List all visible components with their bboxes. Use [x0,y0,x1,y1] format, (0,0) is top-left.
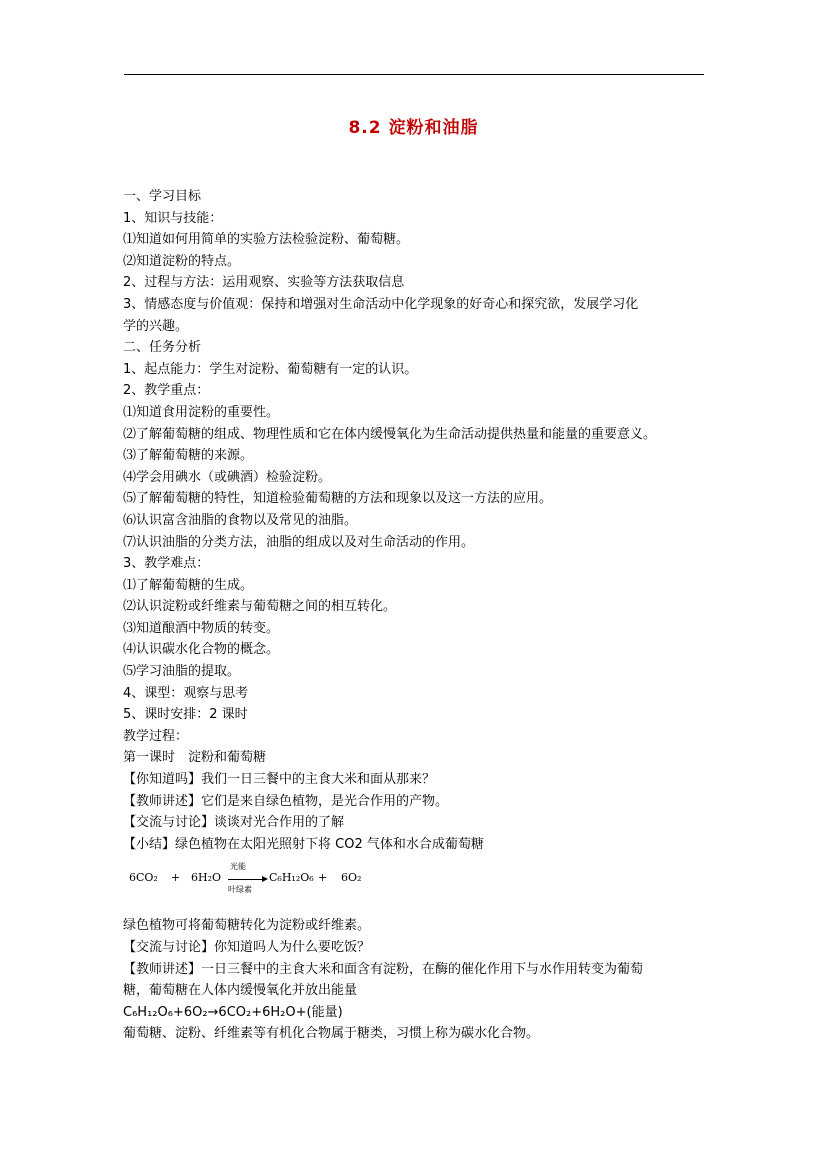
text-line: ⑵了解葡萄糖的组成、物理性质和它在体内缓慢氧化为生命活动提供热量和能量的重要意义。 [123,426,657,442]
text-line: 1、知识与技能： [123,210,223,226]
text-line: 葡萄糖、淀粉、纤维素等有机化合物属于糖类，习惯上称为碳水化合物。 [123,1026,540,1042]
text-line: ⑶知道酿酒中物质的转变。 [123,620,280,636]
equation-condition-light: 光能 [230,862,246,872]
equation-reactant-co2: 6CO₂ [129,871,158,885]
text-line: ⑸了解葡萄糖的特性，知道检验葡萄糖的方法和现象以及这一方法的应用。 [123,491,553,507]
text-line: 3、教学难点： [123,556,210,572]
text-line: ⑵知道淀粉的特点。 [123,253,241,269]
text-line: ⑷认识碳水化合物的概念。 [123,642,280,658]
text-line: 教学过程： [123,728,189,744]
text-line: ⑵认识淀粉或纤维素与葡萄糖之间的相互转化。 [123,599,397,615]
text-line: 一、学习目标 [123,189,202,204]
equation-plus: + [318,871,328,885]
text-line: 3、情感态度与价值观：保持和增强对生命活动中化学现象的好奇心和探究欲，发展学习化 [123,296,639,312]
equation-condition-chlorophyll: 叶绿素 [228,885,252,895]
text-line: 第一课时 淀粉和葡萄糖 [123,750,267,766]
document-body [123,186,723,1045]
equation-plus: + [171,871,181,885]
text-line: 【交流与讨论】你知道吗人为什么要吃饭？ [123,940,371,955]
equation-product-oxygen: 6O₂ [341,871,362,885]
text-line: 4、课型：观察与思考 [123,685,249,701]
text-line: 【交流与讨论】谈谈对光合作用的了解 [123,815,345,831]
oxidation-formula: C₆H₁₂O₆+6O₂→6CO₂+6H₂O+(能量) [123,1004,343,1020]
text-line: 学的兴趣。 [123,318,189,334]
text-line: ⑹认识富含油脂的食物以及常见的油脂。 [123,512,358,528]
text-line: ⑺认识油脂的分类方法，油脂的组成以及对生命活动的作用。 [123,534,475,550]
text-line: 糖，葡萄糖在人体内缓慢氧化并放出能量 [123,983,358,999]
section-carbohydrates [123,1023,723,1045]
equation-product-glucose: C₆H₁₂O₆ [269,871,314,885]
text-line: 绿色植物可将葡萄糖转化为淀粉或纤维素。 [123,918,371,934]
text-line: 5、课时安排：2 课时 [123,707,248,723]
text-line: 2、教学重点： [123,383,210,399]
text-line: 1、起点能力：学生对淀粉、葡萄糖有一定的认识。 [123,361,418,377]
text-line: 二、任务分析 [123,340,202,356]
text-line: 【你知道吗】我们一日三餐中的主食大米和面从那来？ [123,772,436,788]
section-objectives-and-process [123,186,723,855]
text-line: ⑴知道食用淀粉的重要性。 [123,404,280,420]
section-digestion [123,915,723,1001]
text-line: 2、过程与方法：运用观察、实验等方法获取信息 [123,275,405,291]
header-rule [124,74,704,75]
text-line: ⑴了解葡萄糖的生成。 [123,577,254,593]
text-line: ⑶了解葡萄糖的来源。 [123,448,254,464]
text-line: 【小结】绿色植物在太阳光照射下将 CO2 气体和水合成葡萄糖 [123,836,484,852]
text-line: 【教师讲述】它们是来自绿色植物，是光合作用的产物。 [123,793,449,809]
text-line: 【教师讲述】一日三餐中的主食大米和面含有淀粉，在酶的催化作用下与水作用转变为葡萄 [123,961,644,977]
text-line: ⑴知道如何用简单的实验方法检验淀粉、葡萄糖。 [123,232,410,248]
text-line: ⑷学会用碘水（或碘酒）检验淀粉。 [123,469,332,485]
equation-reactant-water: 6H₂O [191,871,222,885]
reaction-arrow-icon [228,879,266,880]
photosynthesis-equation [123,857,723,909]
page-title: 8.2 淀粉和油脂 [348,118,479,138]
text-line: ⑸学习油脂的提取。 [123,664,241,680]
